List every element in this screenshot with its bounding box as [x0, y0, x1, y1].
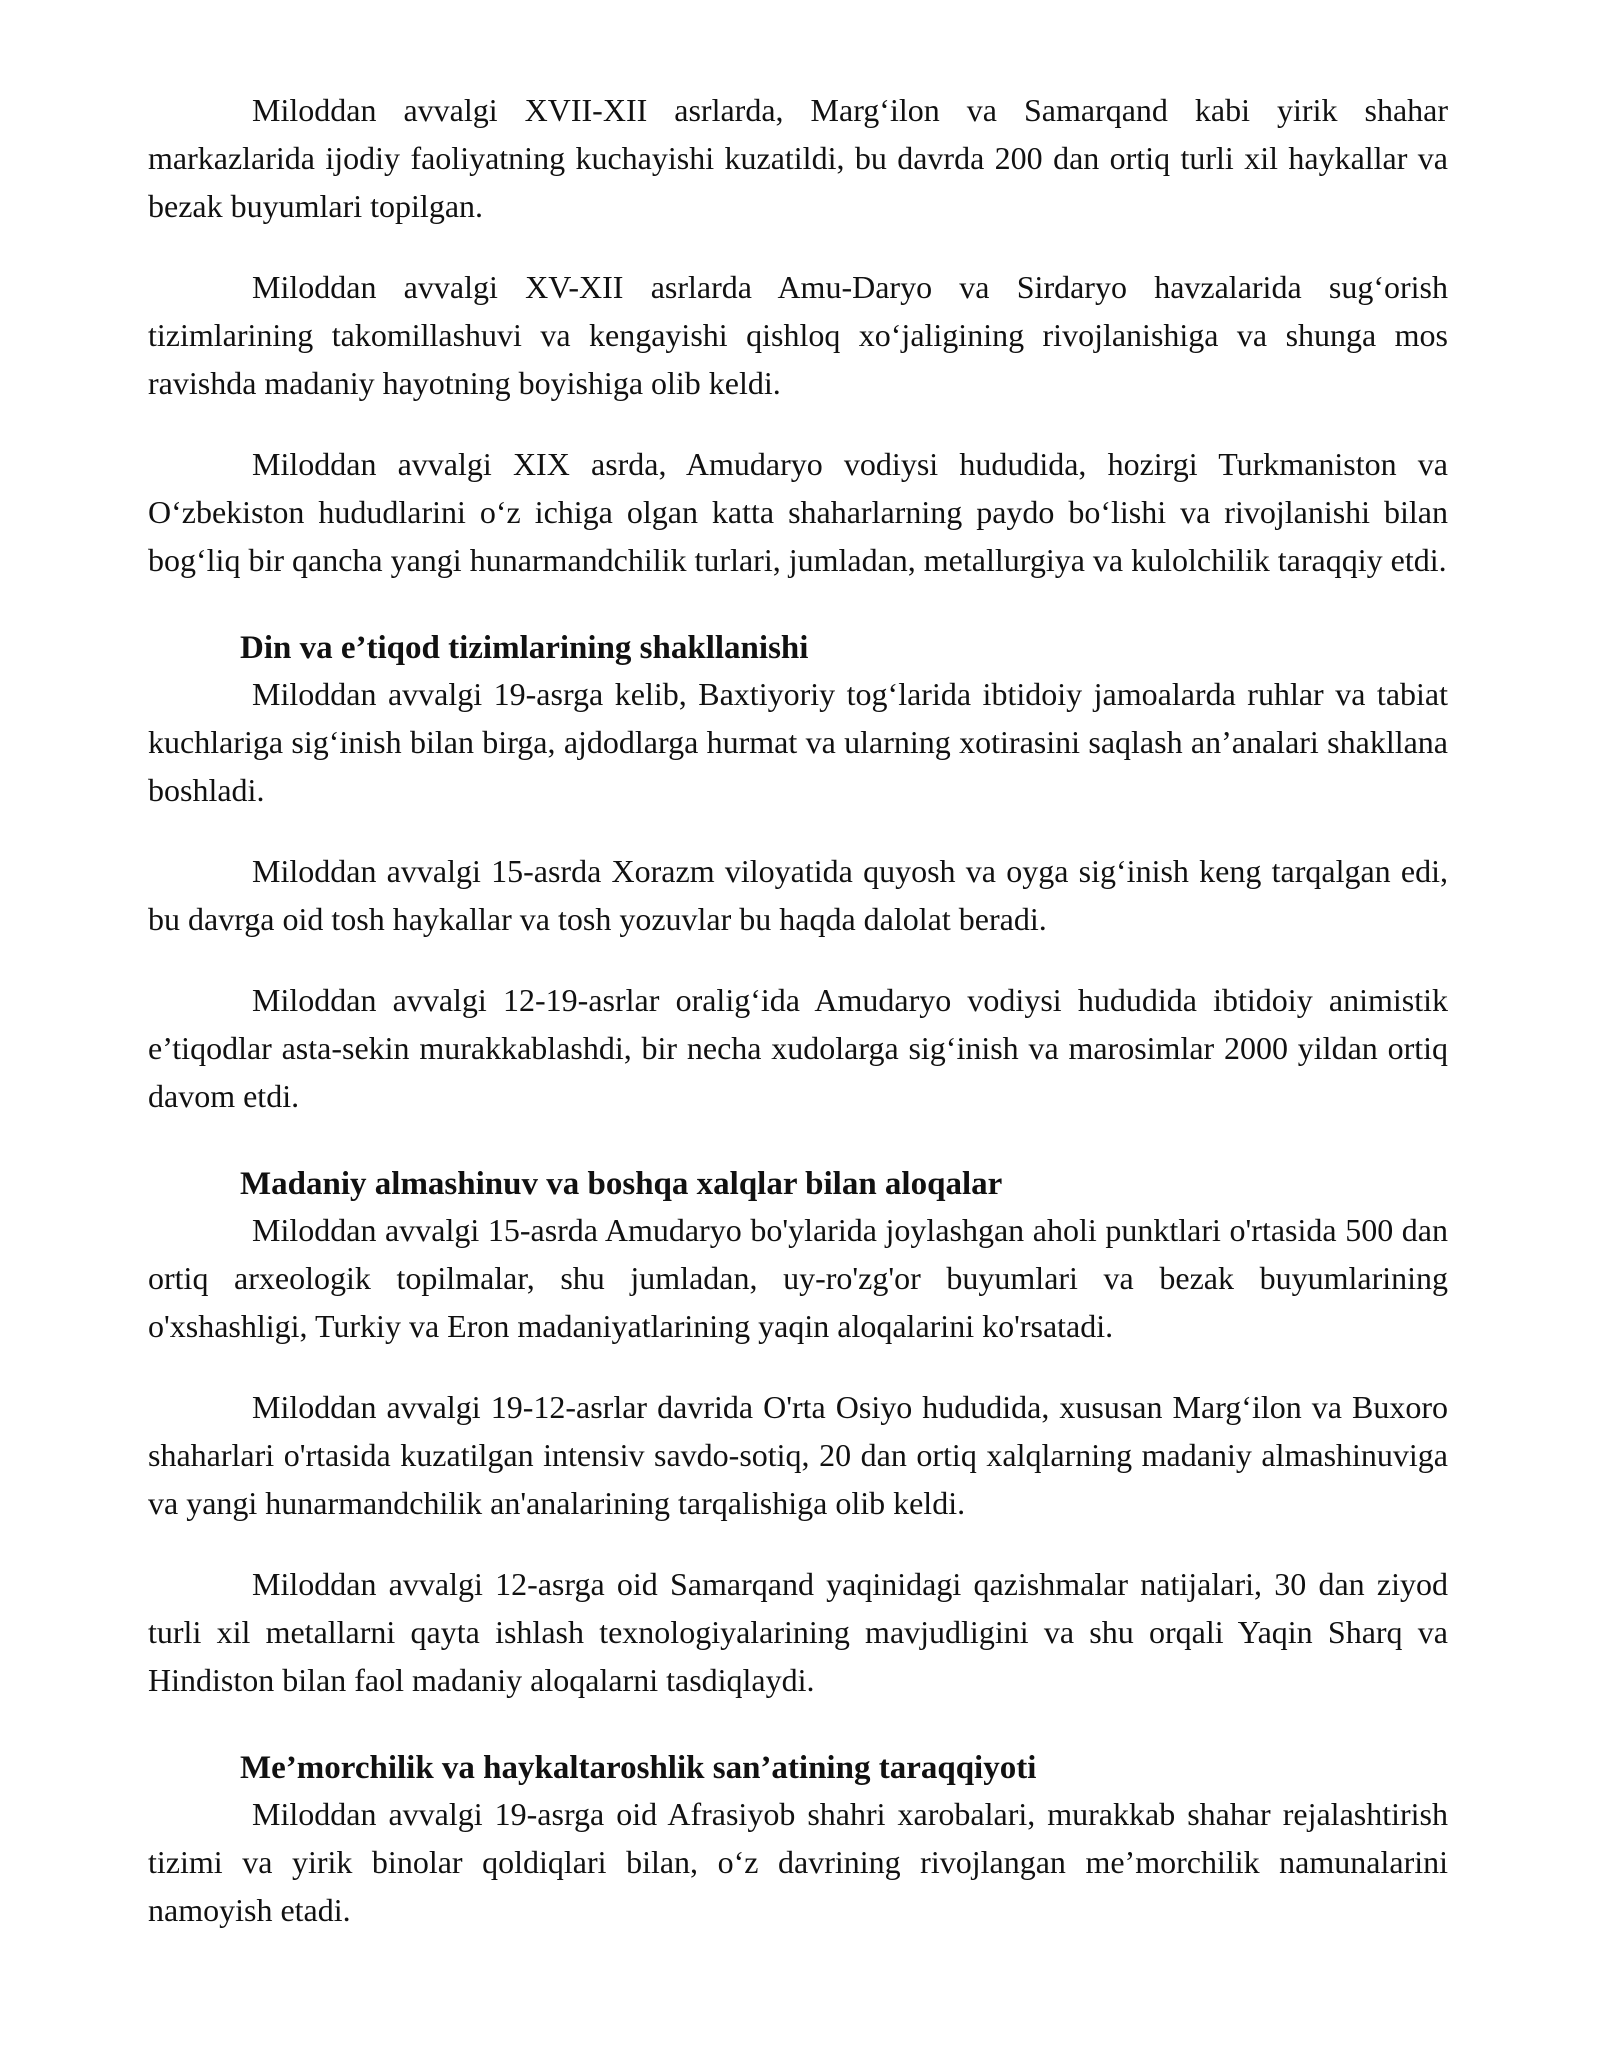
- paragraph: Miloddan avvalgi XV-XII asrlarda Amu-Daryo va Sirdaryo havzalarida sug‘orish tizimlarining takomillashuvi va kengayishi qishloq xo‘jaligining rivojlanishiga va shunga mos ravishda madaniy hayotning boyishiga olib keldi.: [148, 269, 1448, 401]
- paragraph: Miloddan avvalgi 19-asrga kelib, Baxtiyoriy tog‘larida ibtidoiy jamoalarda ruhlar va tabiat kuchlariga sig‘inish bilan birga, ajdodlarga hurmat va ularning xotirasini saqlash an’analari shakllana boshladi.: [148, 676, 1448, 808]
- section-heading: Madaniy almashinuv va boshqa xalqlar bilan aloqalar: [240, 1166, 1003, 1202]
- paragraph: Miloddan avvalgi 15-asrda Amudaryo bo'ylarida joylashgan aholi punktlari o'rtasida 500 dan ortiq arxeologik topilmalar, shu jumladan, uy-ro'zg'or buyumlari va bezak buyumlarining o'xshashligi, Turkiy va Eron madaniyatlarining yaqin aloqalarini ko'rsatadi.: [148, 1212, 1448, 1344]
- paragraph: Miloddan avvalgi 19-asrga oid Afrasiyob shahri xarobalari, murakkab shahar rejalashtirish tizimi va yirik binolar qoldiqlari bilan, o‘z davrining rivojlangan me’morchilik namunalarini namoyish etadi.: [148, 1796, 1448, 1928]
- paragraph: Miloddan avvalgi 12-19-asrlar oralig‘ida Amudaryo vodiysi hududida ibtidoiy animistik e’tiqodlar asta-sekin murakkablashdi, bir necha xudolarga sig‘inish va marosimlar 2000 yildan ortiq davom etdi.: [148, 982, 1448, 1114]
- section-heading: Me’morchilik va haykaltaroshlik san’atining taraqqiyoti: [240, 1750, 1037, 1786]
- paragraph: Miloddan avvalgi 15-asrda Xorazm viloyatida quyosh va oyga sig‘inish keng tarqalgan edi, bu davrga oid tosh haykallar va tosh yozuvlar bu haqda dalolat beradi.: [148, 853, 1448, 937]
- section-heading: Din va e’tiqod tizimlarining shakllanishi: [240, 630, 809, 666]
- paragraph: Miloddan avvalgi XVII-XII asrlarda, Marg‘ilon va Samarqand kabi yirik shahar markazlarida ijodiy faoliyatning kuchayishi kuzatildi, bu davrda 200 dan ortiq turli xil haykallar va bezak buyumlari topilgan.: [148, 92, 1448, 224]
- paragraph: Miloddan avvalgi 19-12-asrlar davrida O'rta Osiyo hududida, xususan Marg‘ilon va Buxoro shaharlari o'rtasida kuzatilgan intensiv savdo-sotiq, 20 dan ortiq xalqlarning madaniy almashinuviga va yangi hunarmandchilik an'analarining tarqalishiga olib keldi.: [148, 1389, 1448, 1521]
- section-intro: [148, 86, 1448, 584]
- paragraph: Miloddan avvalgi 12-asrga oid Samarqand yaqinidagi qazishmalar natijalari, 30 dan ziyod turli xil metallarni qayta ishlash texnologiyalarining mavjudligini va shu orqali Yaqin Sharq va Hindiston bilan faol madaniy aloqalarni tasdiqlaydi.: [148, 1566, 1448, 1698]
- section-religion: [148, 626, 1448, 1120]
- section-architecture: [148, 1746, 1448, 1934]
- section-cultural-exchange: [148, 1162, 1448, 1704]
- paragraph: Miloddan avvalgi XIX asrda, Amudaryo vodiysi hududida, hozirgi Turkmaniston va O‘zbekiston hududlarini o‘z ichiga olgan katta shaharlarning paydo bo‘lishi va rivojlanishi bilan bog‘liq bir qancha yangi hunarmandchilik turlari, jumladan, metallurgiya va kulolchilik taraqqiy etdi.: [148, 446, 1448, 578]
